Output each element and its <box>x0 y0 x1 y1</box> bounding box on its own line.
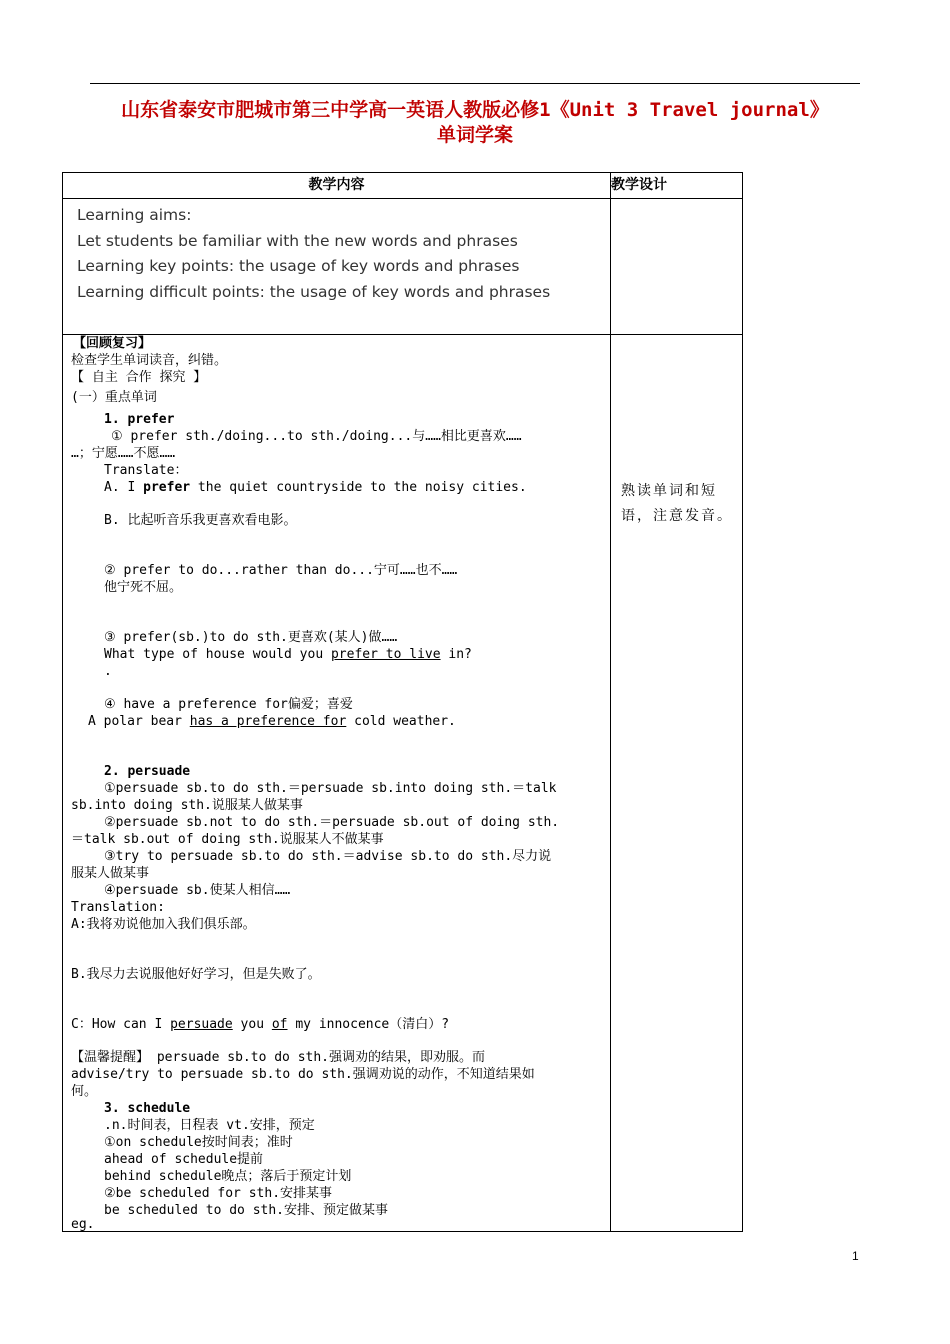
example-text: my innocence（清白）? <box>287 1017 450 1032</box>
content-line: Translate： <box>104 463 188 478</box>
example-text: C：How can I <box>71 1017 171 1032</box>
design-cell <box>611 335 743 1232</box>
content-line: ④persuade sb.使某人相信…… <box>104 883 291 898</box>
review-text: 检查学生单词读音，纠错。 <box>71 353 228 368</box>
word-schedule-title: 3. schedule <box>104 1101 191 1116</box>
aims-line: Let students be familiar with the new words and phrases <box>77 231 518 250</box>
content-line: 服某人做某事 <box>71 866 150 881</box>
content-line: ③try to persuade sb.to do sth.＝advise sb.to do sth.尽力说 <box>104 849 552 864</box>
content-line: ③ prefer(sb.)to do sth.更喜欢(某人)做…… <box>104 630 398 645</box>
example-text: the quiet countryside to the noisy cities. <box>190 480 527 495</box>
tip-line: 【温馨提醒】 persuade sb.to do sth.强调劝的结果，即劝服。而 <box>71 1050 486 1065</box>
content-line: B.我尽力去说服他好好学习，但是失败了。 <box>71 967 321 982</box>
page-number: 1 <box>852 1249 859 1263</box>
aims-design-cell <box>611 199 743 335</box>
tip-line: advise/try to persuade sb.to do sth.强调劝说的动作，不知道结果如 <box>71 1067 535 1082</box>
example-line <box>88 713 456 730</box>
content-line: ①persuade sb.to do sth.＝persuade sb.into doing sth.＝talk <box>104 781 557 796</box>
example-line <box>104 646 472 663</box>
key-word: prefer <box>143 480 191 495</box>
content-line: 他宁死不屈。 <box>104 580 183 595</box>
table-header-row <box>63 173 743 199</box>
tip-line: 何。 <box>71 1084 98 1099</box>
example-line <box>104 479 527 496</box>
content-line: ④ have a preference for偏爱；喜爱 <box>104 697 353 712</box>
header-rule <box>90 83 860 84</box>
content-cell <box>63 335 611 1232</box>
header-design: 教学设计 <box>611 173 743 199</box>
document-title <box>70 98 880 148</box>
content-line: …；宁愿……不愿…… <box>71 446 176 461</box>
content-line: . <box>104 664 112 679</box>
review-heading: 【回顾复习】 <box>73 336 152 351</box>
word-persuade-title: 2. persuade <box>104 764 191 779</box>
content-line: sb.into doing sth.说服某人做某事 <box>71 798 303 813</box>
content-line: ①on schedule按时间表；准时 <box>104 1135 293 1150</box>
underlined-phrase: has a preference for <box>189 714 347 729</box>
aims-row <box>63 199 743 335</box>
example-text: A polar bear <box>88 714 190 729</box>
design-note: 熟读单词和短语，注意发音。 <box>621 483 733 524</box>
underlined-phrase: prefer to live <box>330 647 441 662</box>
content-line: ② prefer to do...rather than do...宁可……也不…… <box>104 563 458 578</box>
lesson-table <box>62 172 743 1232</box>
title-line-2: 单词学案 <box>436 124 513 146</box>
content-line: ＝talk sb.out of doing sth.说服某人不做某事 <box>71 832 384 847</box>
example-text: A. I <box>104 480 144 495</box>
word-prefer-title: 1. prefer <box>104 412 175 427</box>
learning-aims-cell <box>63 199 611 335</box>
content-line: ① prefer sth./doing...to sth./doing...与……相比更喜欢…… <box>111 429 522 444</box>
content-line: .n.时间表，日程表 vt.安排，预定 <box>104 1118 315 1133</box>
content-line: ②persuade sb.not to do sth.＝persuade sb.out of doing sth. <box>104 815 560 830</box>
underlined-phrase: of <box>271 1017 288 1032</box>
aims-line: Learning difficult points: the usage of key words and phrases <box>77 282 551 301</box>
example-text: What type of house would you <box>104 647 331 662</box>
underlined-phrase: persuade <box>170 1017 233 1032</box>
content-line: A:我将劝说他加入我们俱乐部。 <box>71 917 256 932</box>
example-text: in? <box>440 647 472 662</box>
header-content: 教学内容 <box>63 173 611 199</box>
content-line: Translation: <box>71 900 165 915</box>
title-line-1: 山东省泰安市肥城市第三中学高一英语人教版必修1《Unit 3 Travel journal》 <box>121 99 829 121</box>
content-line: behind schedule晚点；落后于预定计划 <box>104 1169 352 1184</box>
section-heading: (一）重点单词 <box>71 390 157 405</box>
example-text: you <box>232 1017 272 1032</box>
content-line: be scheduled to do sth.安排、预定做某事 <box>104 1203 389 1218</box>
example-line <box>71 1016 449 1033</box>
content-line: ahead of schedule提前 <box>104 1152 264 1167</box>
content-line: ②be scheduled for sth.安排某事 <box>104 1186 333 1201</box>
content-row <box>63 335 743 1232</box>
example-text: cold weather. <box>346 714 456 729</box>
aims-line: Learning aims: <box>77 206 192 224</box>
content-line: B. 比起听音乐我更喜欢看电影。 <box>104 513 297 528</box>
explore-heading: 【 自主 合作 探究 】 <box>71 370 207 385</box>
content-line: eg. <box>71 1217 95 1232</box>
aims-line: Learning key points: the usage of key words and phrases <box>77 257 520 275</box>
